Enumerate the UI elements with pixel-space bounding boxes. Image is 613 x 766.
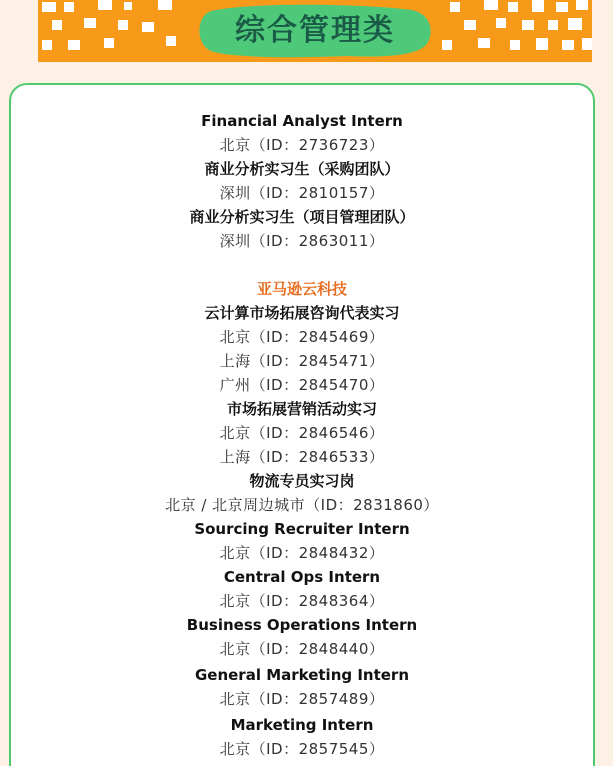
- job-title: General Marketing Intern: [194, 666, 410, 684]
- banner-pixel-decoration: [158, 0, 172, 10]
- banner-pixel-decoration: [124, 2, 132, 10]
- banner-pixel-decoration: [42, 40, 52, 50]
- job-location-id: 北京（ID：2848364）: [219, 592, 385, 610]
- job-location-id: 北京（ID：2848432）: [219, 544, 385, 562]
- page-title: 综合管理类: [235, 13, 395, 48]
- banner-pixel-decoration: [42, 2, 56, 12]
- banner-pixel-decoration: [118, 20, 128, 30]
- banner-pixel-decoration: [562, 40, 574, 50]
- banner-title-badge: [198, 4, 432, 58]
- job-title: Sourcing Recruiter Intern: [194, 520, 410, 538]
- banner-pixel-decoration: [548, 20, 558, 30]
- job-listing-card: [9, 83, 595, 766]
- banner-pixel-decoration: [484, 0, 498, 10]
- banner-pixel-decoration: [142, 22, 154, 32]
- job-location-id: 北京（ID：2845469）: [219, 328, 385, 346]
- job-location-id: 北京（ID：2848440）: [219, 640, 385, 658]
- job-title: 商业分析实习生（采购团队）: [204, 160, 400, 178]
- category-banner: [38, 0, 592, 62]
- job-title: Business Operations Intern: [186, 616, 418, 634]
- banner-pixel-decoration: [98, 0, 112, 10]
- banner-pixel-decoration: [522, 20, 534, 30]
- job-title: 物流专员实习岗: [249, 472, 355, 490]
- job-location-id: 北京（ID：2846546）: [219, 424, 385, 442]
- banner-pixel-decoration: [508, 2, 518, 12]
- job-location-id: 上海（ID：2845471）: [219, 352, 385, 370]
- job-location-id: 深圳（ID：2810157）: [219, 184, 385, 202]
- banner-pixel-decoration: [104, 38, 114, 48]
- banner-pixel-decoration: [582, 38, 592, 50]
- banner-pixel-decoration: [450, 2, 460, 12]
- banner-pixel-decoration: [568, 18, 582, 30]
- job-title: 市场拓展营销活动实习: [226, 400, 377, 418]
- job-location-id: 深圳（ID：2863011）: [219, 232, 385, 250]
- banner-pixel-decoration: [496, 18, 506, 28]
- job-location-id: 北京（ID：2736723）: [219, 136, 385, 154]
- job-title: 商业分析实习生（项目管理团队）: [189, 208, 415, 226]
- banner-pixel-decoration: [166, 36, 176, 46]
- banner-pixel-decoration: [556, 2, 568, 12]
- job-title: 云计算市场拓展咨询代表实习: [204, 304, 400, 322]
- banner-pixel-decoration: [64, 2, 74, 12]
- banner-pixel-decoration: [68, 40, 80, 50]
- job-location-id: 北京（ID：2857489）: [219, 690, 385, 708]
- job-location-id: 上海（ID：2846533）: [219, 448, 385, 466]
- banner-pixel-decoration: [464, 20, 476, 30]
- company-name: 亚马逊云科技: [256, 280, 347, 298]
- banner-pixel-decoration: [532, 0, 544, 12]
- job-title: Financial Analyst Intern: [201, 112, 403, 130]
- job-title: Central Ops Intern: [223, 568, 381, 586]
- banner-pixel-decoration: [478, 38, 490, 48]
- banner-pixel-decoration: [52, 20, 62, 30]
- banner-pixel-decoration: [442, 40, 452, 50]
- job-location-id: 广州（ID：2845470）: [219, 376, 385, 394]
- job-title: Marketing Intern: [230, 716, 374, 734]
- job-location-id: 北京 / 北京周边城市（ID：2831860）: [165, 496, 439, 514]
- job-location-id: 北京（ID：2857545）: [219, 740, 385, 758]
- banner-pixel-decoration: [536, 38, 548, 50]
- banner-pixel-decoration: [576, 0, 588, 10]
- banner-pixel-decoration: [84, 18, 96, 28]
- banner-pixel-decoration: [510, 40, 520, 50]
